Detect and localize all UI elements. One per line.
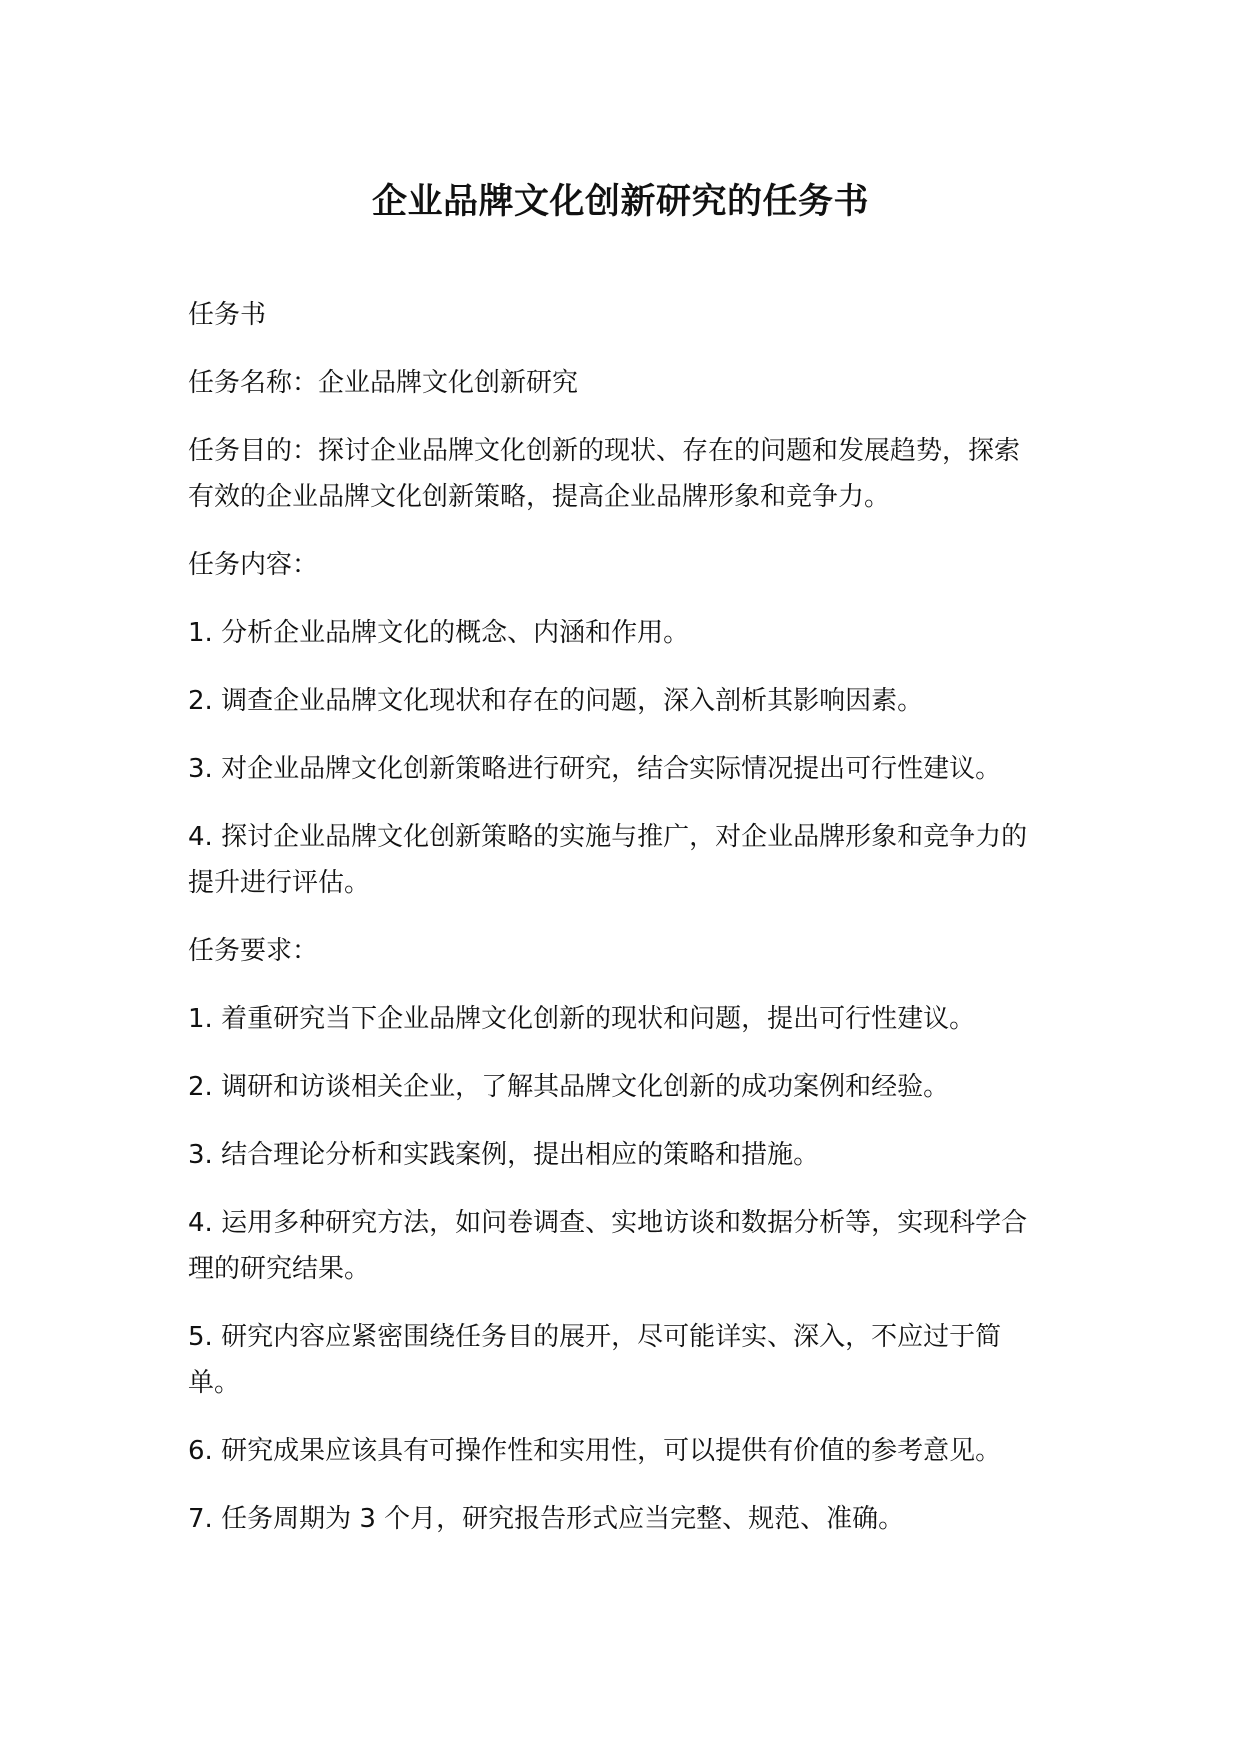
task-requirement-item-7: 7. 任务周期为 3 个月，研究报告形式应当完整、规范、准确。 — [188, 1504, 905, 1534]
task-content-item-2: 2. 调查企业品牌文化现状和存在的问题，深入剖析其影响因素。 — [188, 686, 924, 716]
task-purpose-paragraph: 任务目的：探讨企业品牌文化创新的现状、存在的问题和发展趋势，探索有效的企业品牌文化创新策略，提高企业品牌形象和竞争力。 — [188, 436, 1021, 512]
task-requirement-item-6: 6. 研究成果应该具有可操作性和实用性，可以提供有价值的参考意见。 — [188, 1436, 1002, 1466]
task-content-heading: 任务内容： — [188, 550, 319, 580]
task-requirements-heading: 任务要求： — [188, 936, 319, 966]
task-content-item-1: 1. 分析企业品牌文化的概念、内涵和作用。 — [188, 618, 690, 648]
document-body — [188, 292, 1038, 1564]
section-label-task-book: 任务书 — [188, 300, 267, 330]
task-content-item-3: 3. 对企业品牌文化创新策略进行研究，结合实际情况提出可行性建议。 — [188, 754, 1002, 784]
task-requirement-item-5: 5. 研究内容应紧密围绕任务目的展开，尽可能详实、深入，不应过于简单。 — [188, 1322, 1002, 1398]
task-requirement-item-3: 3. 结合理论分析和实践案例，提出相应的策略和措施。 — [188, 1140, 820, 1170]
task-requirement-item-4: 4. 运用多种研究方法，如问卷调查、实地访谈和数据分析等，实现科学合理的研究结果。 — [188, 1208, 1028, 1284]
document-title: 企业品牌文化创新研究的任务书 — [371, 182, 869, 222]
task-name-paragraph: 任务名称：企业品牌文化创新研究 — [188, 368, 579, 398]
task-content-item-4: 4. 探讨企业品牌文化创新策略的实施与推广，对企业品牌形象和竞争力的提升进行评估。 — [188, 822, 1028, 898]
task-requirement-item-2: 2. 调研和访谈相关企业，了解其品牌文化创新的成功案例和经验。 — [188, 1072, 950, 1102]
task-requirement-item-1: 1. 着重研究当下企业品牌文化创新的现状和问题，提出可行性建议。 — [188, 1004, 976, 1034]
